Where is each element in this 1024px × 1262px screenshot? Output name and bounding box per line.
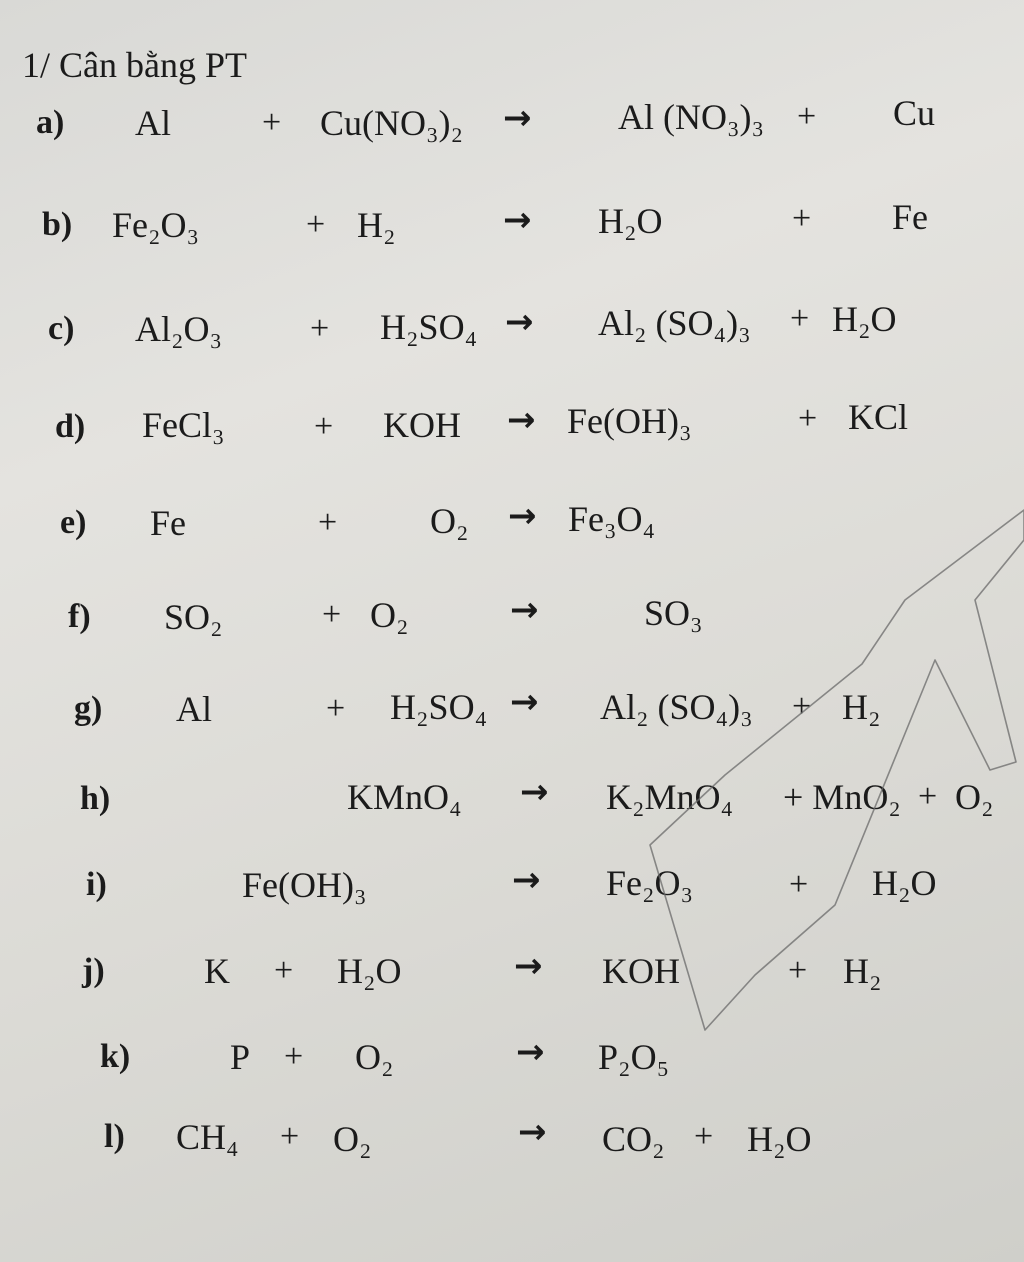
reactant: O₂ xyxy=(430,501,469,541)
plus-sign: + xyxy=(274,952,294,989)
product: H₂O xyxy=(598,201,663,241)
product: CO₂ xyxy=(602,1119,665,1159)
equation-label: i) xyxy=(86,866,107,903)
equation-label: f) xyxy=(68,598,91,635)
product: H₂O xyxy=(872,863,937,903)
equation-label: d) xyxy=(55,408,86,445)
reaction-arrow: → xyxy=(512,860,541,900)
plus-sign: + xyxy=(790,300,810,337)
plus-sign: + xyxy=(797,98,817,135)
reactant: Fe(OH)₃ xyxy=(242,865,367,905)
reactant: SO₂ xyxy=(164,597,223,637)
product: H₂ xyxy=(843,951,882,991)
equation-label: h) xyxy=(80,780,111,817)
reactant: Fe₂O₃ xyxy=(112,205,200,245)
reaction-arrow: → xyxy=(503,98,532,138)
equation-label: l) xyxy=(104,1118,125,1155)
reactant: Al xyxy=(176,689,212,729)
reactant: Cu(NO₃)₂ xyxy=(320,103,464,143)
product: K₂MnO₄ xyxy=(606,777,734,817)
reactant: K xyxy=(204,951,230,991)
reactant: H₂ xyxy=(357,205,396,245)
plus-sign: + xyxy=(284,1038,304,1075)
reactant: O₂ xyxy=(355,1037,394,1077)
plus-sign: + xyxy=(694,1118,714,1155)
reaction-arrow: → xyxy=(518,1112,547,1152)
product: Fe₃O₄ xyxy=(568,499,656,539)
reactant: H₂SO₄ xyxy=(380,307,478,347)
reaction-arrow: → xyxy=(514,946,543,986)
equation-label: b) xyxy=(42,206,73,243)
plus-sign: + xyxy=(262,104,282,141)
page-title: 1/ Cân bằng PT xyxy=(22,45,247,85)
plus-sign: + xyxy=(306,206,326,243)
reactant: FeCl₃ xyxy=(142,405,225,445)
reactant: Al₂O₃ xyxy=(135,309,223,349)
reactant: Fe xyxy=(150,503,186,543)
plus-sign: + xyxy=(280,1118,300,1155)
reaction-arrow: → xyxy=(507,400,536,440)
plus-sign: + xyxy=(310,310,330,347)
plus-sign: + xyxy=(792,200,812,237)
plus-sign: + xyxy=(918,778,938,815)
product: H₂ xyxy=(842,687,881,727)
reaction-arrow: → xyxy=(510,682,539,722)
plus-sign: + xyxy=(318,504,338,541)
reactant: P xyxy=(230,1037,251,1077)
reaction-arrow: → xyxy=(516,1032,545,1072)
product: Fe₂O₃ xyxy=(606,863,694,903)
product: SO₃ xyxy=(644,593,703,633)
equation-label: e) xyxy=(60,504,87,541)
product: H₂O xyxy=(832,299,897,339)
reactant: H₂O xyxy=(337,951,402,991)
reactant: O₂ xyxy=(333,1119,372,1159)
product: KCl xyxy=(848,397,909,437)
reactant: KMnO₄ xyxy=(347,777,462,817)
reaction-arrow: → xyxy=(508,496,537,536)
product: Al (NO₃)₃ xyxy=(618,97,765,137)
reactant: CH₄ xyxy=(176,1117,239,1157)
reactant: H₂SO₄ xyxy=(390,687,488,727)
product: KOH xyxy=(602,951,680,991)
equation-label: g) xyxy=(74,690,103,727)
product: + MnO₂ xyxy=(783,777,901,817)
product: O₂ xyxy=(955,777,994,817)
product: Fe(OH)₃ xyxy=(567,401,692,441)
plus-sign: + xyxy=(322,596,342,633)
reaction-arrow: → xyxy=(510,590,539,630)
equation-label: k) xyxy=(100,1038,131,1075)
plus-sign: + xyxy=(798,400,818,437)
product: Cu xyxy=(893,93,936,133)
equation-label: c) xyxy=(48,310,75,347)
reaction-arrow: → xyxy=(503,200,532,240)
product: Al₂ (SO₄)₃ xyxy=(600,687,753,727)
reactant: Al xyxy=(135,103,171,143)
reaction-arrow: → xyxy=(520,772,549,812)
product: P₂O₅ xyxy=(598,1037,670,1077)
equation-label: a) xyxy=(36,104,65,141)
product: Fe xyxy=(892,197,928,237)
plus-sign: + xyxy=(792,688,812,725)
equation-label: j) xyxy=(82,952,105,989)
product: Al₂ (SO₄)₃ xyxy=(598,303,751,343)
reactant: KOH xyxy=(383,405,461,445)
plus-sign: + xyxy=(326,690,346,727)
product: H₂O xyxy=(747,1119,812,1159)
plus-sign: + xyxy=(789,866,809,903)
plus-sign: + xyxy=(314,408,334,445)
reactant: O₂ xyxy=(370,595,409,635)
plus-sign: + xyxy=(788,952,808,989)
reaction-arrow: → xyxy=(505,302,534,342)
